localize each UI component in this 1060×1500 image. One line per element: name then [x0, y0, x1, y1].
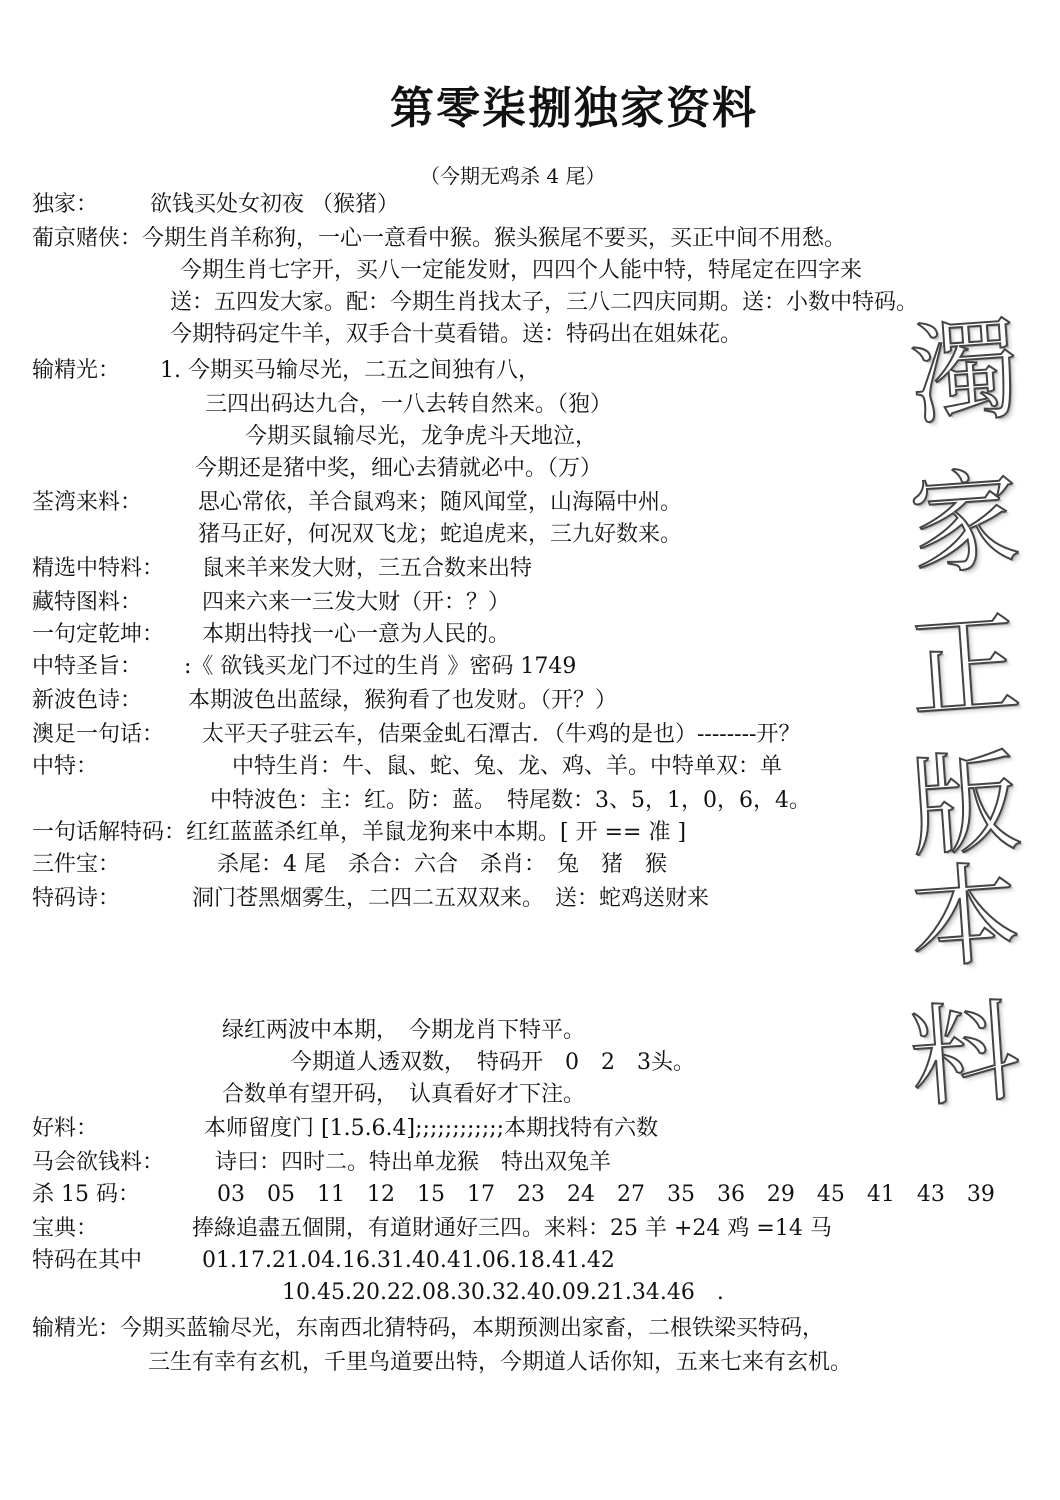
stamp-char-1: 濁 — [905, 305, 1025, 441]
line-label: 一句话解特码： — [32, 820, 187, 845]
line-label: 中特： — [32, 754, 99, 779]
line-text: 绿红两波中本期， 今期龙肖下特平。 — [222, 1018, 586, 1043]
line-poem-1 — [222, 1016, 585, 1046]
line-text: 鼠来羊来发大财，三五合数来出特 — [202, 556, 533, 581]
stamp-char-3: 正 — [905, 599, 1025, 735]
line-text: 欲钱买处女初夜 （猴猪） — [150, 192, 399, 217]
line-label: 三件宝： — [32, 852, 121, 877]
line-sha15 — [32, 1180, 995, 1210]
line-pujing — [32, 224, 846, 254]
line-text: 红红蓝蓝杀红单，羊鼠龙狗来中本期。[ 开 == 准 ] — [186, 820, 687, 845]
line-text: 送：五四发大家。配：今期生肖找太子，三八二四庆同期。送：小数中特码。 — [170, 290, 919, 315]
line-zhongte-2 — [210, 786, 811, 816]
stamp-char-2: 家 — [905, 455, 1025, 591]
line-label: 宝典： — [32, 1216, 99, 1241]
line-label: 中特圣旨： — [32, 654, 143, 679]
line-text: 三生有幸有玄机，千里鸟道要出特，今期道人话你知，五来七来有玄机。 — [148, 1350, 853, 1375]
line-poem-2 — [290, 1048, 695, 1078]
line-text: 三四出码达九合，一八去转自然来。（狍） — [205, 392, 613, 417]
line-shengzhi — [32, 652, 576, 682]
line-text: 10.45.20.22.08.30.32.40.09.21.34.46 . — [282, 1280, 724, 1305]
line-label: 一句定乾坤： — [32, 622, 165, 647]
line-shujingguang-4 — [195, 454, 602, 484]
line-pujing-4 — [170, 320, 742, 350]
line-mahui — [32, 1148, 611, 1178]
line-pujing-2 — [180, 256, 862, 286]
line-text: :《 欲钱买龙门不过的生肖 》密码 1749 — [184, 654, 577, 679]
line-pujing-3 — [170, 288, 918, 318]
line-label: 马会欲钱料： — [32, 1150, 165, 1175]
line-text: 03 05 11 12 15 17 23 24 27 35 36 29 45 41 43 39 — [217, 1182, 995, 1207]
stamp-char-5: 本 — [905, 849, 1025, 985]
line-cangte — [32, 588, 510, 618]
line-label: 葡京赌侠： — [32, 226, 143, 251]
line-text: 中特生肖：牛、鼠、蛇、兔、龙、鸡、羊。中特单双：单 — [232, 754, 783, 779]
line-label: 独家： — [32, 192, 99, 217]
line-text: 捧綠追盡五個開，有道財通好三四。来料：25 羊 +24 鸡 =14 马 — [192, 1216, 832, 1241]
line-text: 今期生肖羊称狗，一心一意看中猴。猴头猴尾不要买，买正中间不用愁。 — [142, 226, 847, 251]
line-aozu — [32, 720, 800, 750]
line-text: 今期买鼠输尽光，龙争虎斗天地泣， — [245, 424, 598, 449]
line-shujingguang-b-2 — [148, 1348, 852, 1378]
line-haoliao — [32, 1114, 658, 1144]
line-text: 今期特码定牛羊，双手合十莫看错。送：特码出在姐妹花。 — [170, 322, 743, 347]
line-label: 特码在其中 — [32, 1248, 143, 1273]
stamp-char-4: 版 — [905, 737, 1025, 873]
line-jietema — [32, 818, 686, 848]
line-text: 中特波色：主：红。防：蓝。 特尾数：3、5，1，0，6，4。 — [210, 788, 811, 813]
line-text: 1. 今期买马输尽光，二五之间独有八， — [160, 358, 540, 383]
line-text: 杀尾：4 尾 杀合：六合 杀肖： 兔 猪 猴 — [217, 852, 667, 877]
line-text: 本师留度门 [1.5.6.4];;;;;;;;;;;;本期找特有六数 — [204, 1116, 659, 1141]
line-poem-3 — [222, 1080, 585, 1110]
line-label: 新波色诗： — [32, 688, 143, 713]
page-subtitle: （今期无鸡杀 4 尾） — [420, 164, 606, 188]
stamp-char-6: 料 — [905, 987, 1025, 1123]
line-shujingguang-3 — [245, 422, 597, 452]
line-sanjianbao — [32, 850, 667, 880]
line-label: 输精光： — [32, 1316, 121, 1341]
line-dujia — [32, 190, 399, 220]
line-text: 今期还是猪中奖，细心去猜就必中。（万） — [195, 456, 603, 481]
page-title: 第零柒捌独家资料 — [390, 83, 758, 134]
line-jingxuan — [32, 554, 532, 584]
line-label: 输精光： — [32, 358, 121, 383]
line-yiju — [32, 620, 510, 650]
line-text: 太平天子驻云车，佶栗金虬石潭古．（牛鸡的是也）--------开？ — [202, 722, 801, 747]
line-text: 思心常依，羊合鼠鸡来；随风闻堂，山海隔中州。 — [198, 490, 683, 515]
line-label: 藏特图料： — [32, 590, 143, 615]
line-text: 诗曰：四时二。特出单龙猴 特出双兔羊 — [215, 1150, 612, 1175]
line-shujingguang — [32, 356, 540, 386]
line-zhongte — [32, 752, 782, 782]
line-text: 今期道人透双数， 特码开 0 2 3头。 — [290, 1050, 695, 1075]
line-text: 洞门苍黑烟雾生，二四二五双双来。 送：蛇鸡送财来 — [192, 886, 710, 911]
line-text: 01.17.21.04.16.31.40.41.06.18.41.42 — [202, 1248, 615, 1273]
line-text: 猪马正好，何况双飞龙；蛇追虎来，三九好数来。 — [198, 522, 683, 547]
line-label: 精选中特料： — [32, 556, 165, 581]
line-qizhong-2 — [282, 1278, 724, 1308]
line-label: 特码诗： — [32, 886, 121, 911]
line-text: 四来六来一三发大财（开：？） — [202, 590, 511, 615]
line-quanwan-2 — [198, 520, 682, 550]
line-label: 澳足一句话： — [32, 722, 165, 747]
line-baodian — [32, 1214, 832, 1244]
line-text: 本期波色出蓝绿，猴狗看了也发财。（开？） — [188, 688, 618, 713]
line-label: 好料： — [32, 1116, 99, 1141]
line-label: 荃湾来料： — [32, 490, 143, 515]
line-temashi — [32, 884, 709, 914]
line-text: 合数单有望开码， 认真看好才下注。 — [222, 1082, 586, 1107]
line-text: 今期买蓝输尽光，东南西北猜特码，本期预测出家畜，二根铁梁买特码， — [120, 1316, 825, 1341]
line-bose — [32, 686, 617, 716]
line-text: 今期生肖七字开，买八一定能发财，四四个人能中特，特尾定在四字来 — [180, 258, 863, 283]
line-qizhong — [32, 1246, 615, 1276]
line-quanwan — [32, 488, 682, 518]
line-label: 杀 15 码： — [32, 1182, 140, 1207]
line-shujingguang-2 — [205, 390, 612, 420]
line-shujingguang-b — [32, 1314, 824, 1344]
line-text: 本期出特找一心一意为人民的。 — [202, 622, 511, 647]
